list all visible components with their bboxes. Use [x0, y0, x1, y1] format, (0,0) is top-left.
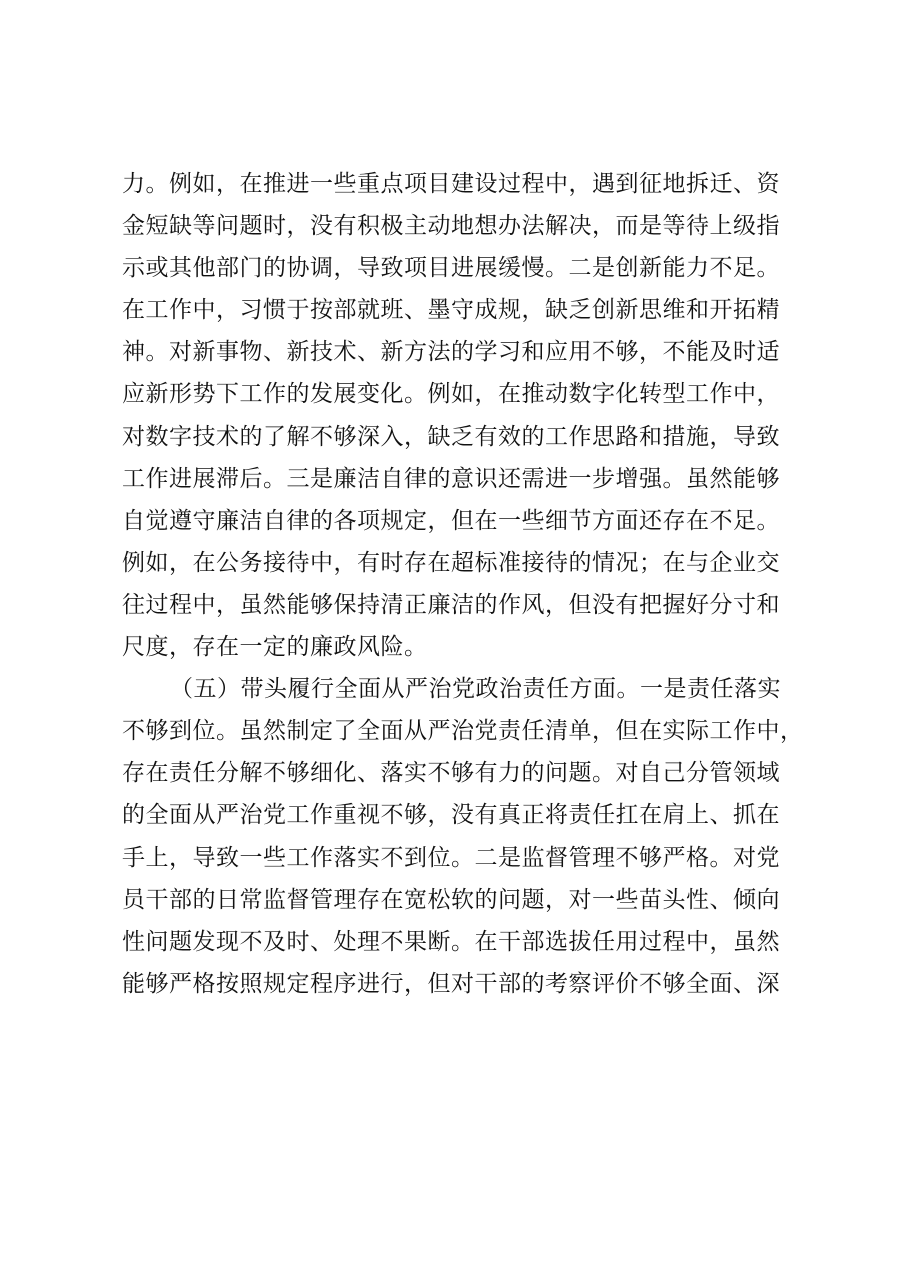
- text-line: 自觉遵守廉洁自律的各项规定，但在一些细节方面还存在不足。: [122, 507, 780, 534]
- text-line: 存在责任分解不够细化、落实不够有力的问题。对自己分管领域: [122, 760, 780, 787]
- text-line: 金短缺等问题时，没有积极主动地想办法解决，而是等待上级指: [122, 213, 780, 240]
- text-line: 在工作中，习惯于按部就班、墨守成规，缺乏创新思维和开拓精: [122, 297, 780, 324]
- text-line: 的全面从严治党工作重视不够，没有真正将责任扛在肩上、抓在: [122, 802, 780, 829]
- text-line: 例如，在公务接待中，有时存在超标准接待的情况；在与企业交: [122, 549, 780, 576]
- text-line: 应新形势下工作的发展变化。例如，在推动数字化转型工作中，: [122, 381, 780, 408]
- body-text: [122, 163, 802, 1005]
- text-line: 往过程中，虽然能够保持清正廉洁的作风，但没有把握好分寸和: [122, 591, 780, 618]
- text-line: 性问题发现不及时、处理不果断。在干部选拔任用过程中，虽然: [122, 928, 780, 955]
- text-line: 神。对新事物、新技术、新方法的学习和应用不够，不能及时适: [122, 339, 780, 366]
- text-line: 力。例如，在推进一些重点项目建设过程中，遇到征地拆迁、资: [122, 171, 780, 197]
- text-line: 手上，导致一些工作落实不到位。二是监督管理不够严格。对党: [122, 844, 780, 871]
- text-line: 不够到位。虽然制定了全面从严治党责任清单，但在实际工作中，: [122, 718, 804, 745]
- text-line: 尺度，存在一定的廉政风险。: [122, 634, 428, 661]
- text-line: 对数字技术的了解不够深入，缺乏有效的工作思路和措施，导致: [122, 423, 780, 450]
- text-line: 能够严格按照规定程序进行，但对干部的考察评价不够全面、深: [122, 970, 780, 997]
- text-line: 员干部的日常监督管理存在宽松软的问题，对一些苗头性、倾向: [122, 886, 780, 913]
- section-heading-line: （五）带头履行全面从严治党政治责任方面。一是责任落实: [170, 676, 781, 703]
- text-line: 示或其他部门的协调，导致项目进展缓慢。二是创新能力不足。: [122, 255, 780, 282]
- text-line: 工作进展滞后。三是廉洁自律的意识还需进一步增强。虽然能够: [122, 465, 780, 492]
